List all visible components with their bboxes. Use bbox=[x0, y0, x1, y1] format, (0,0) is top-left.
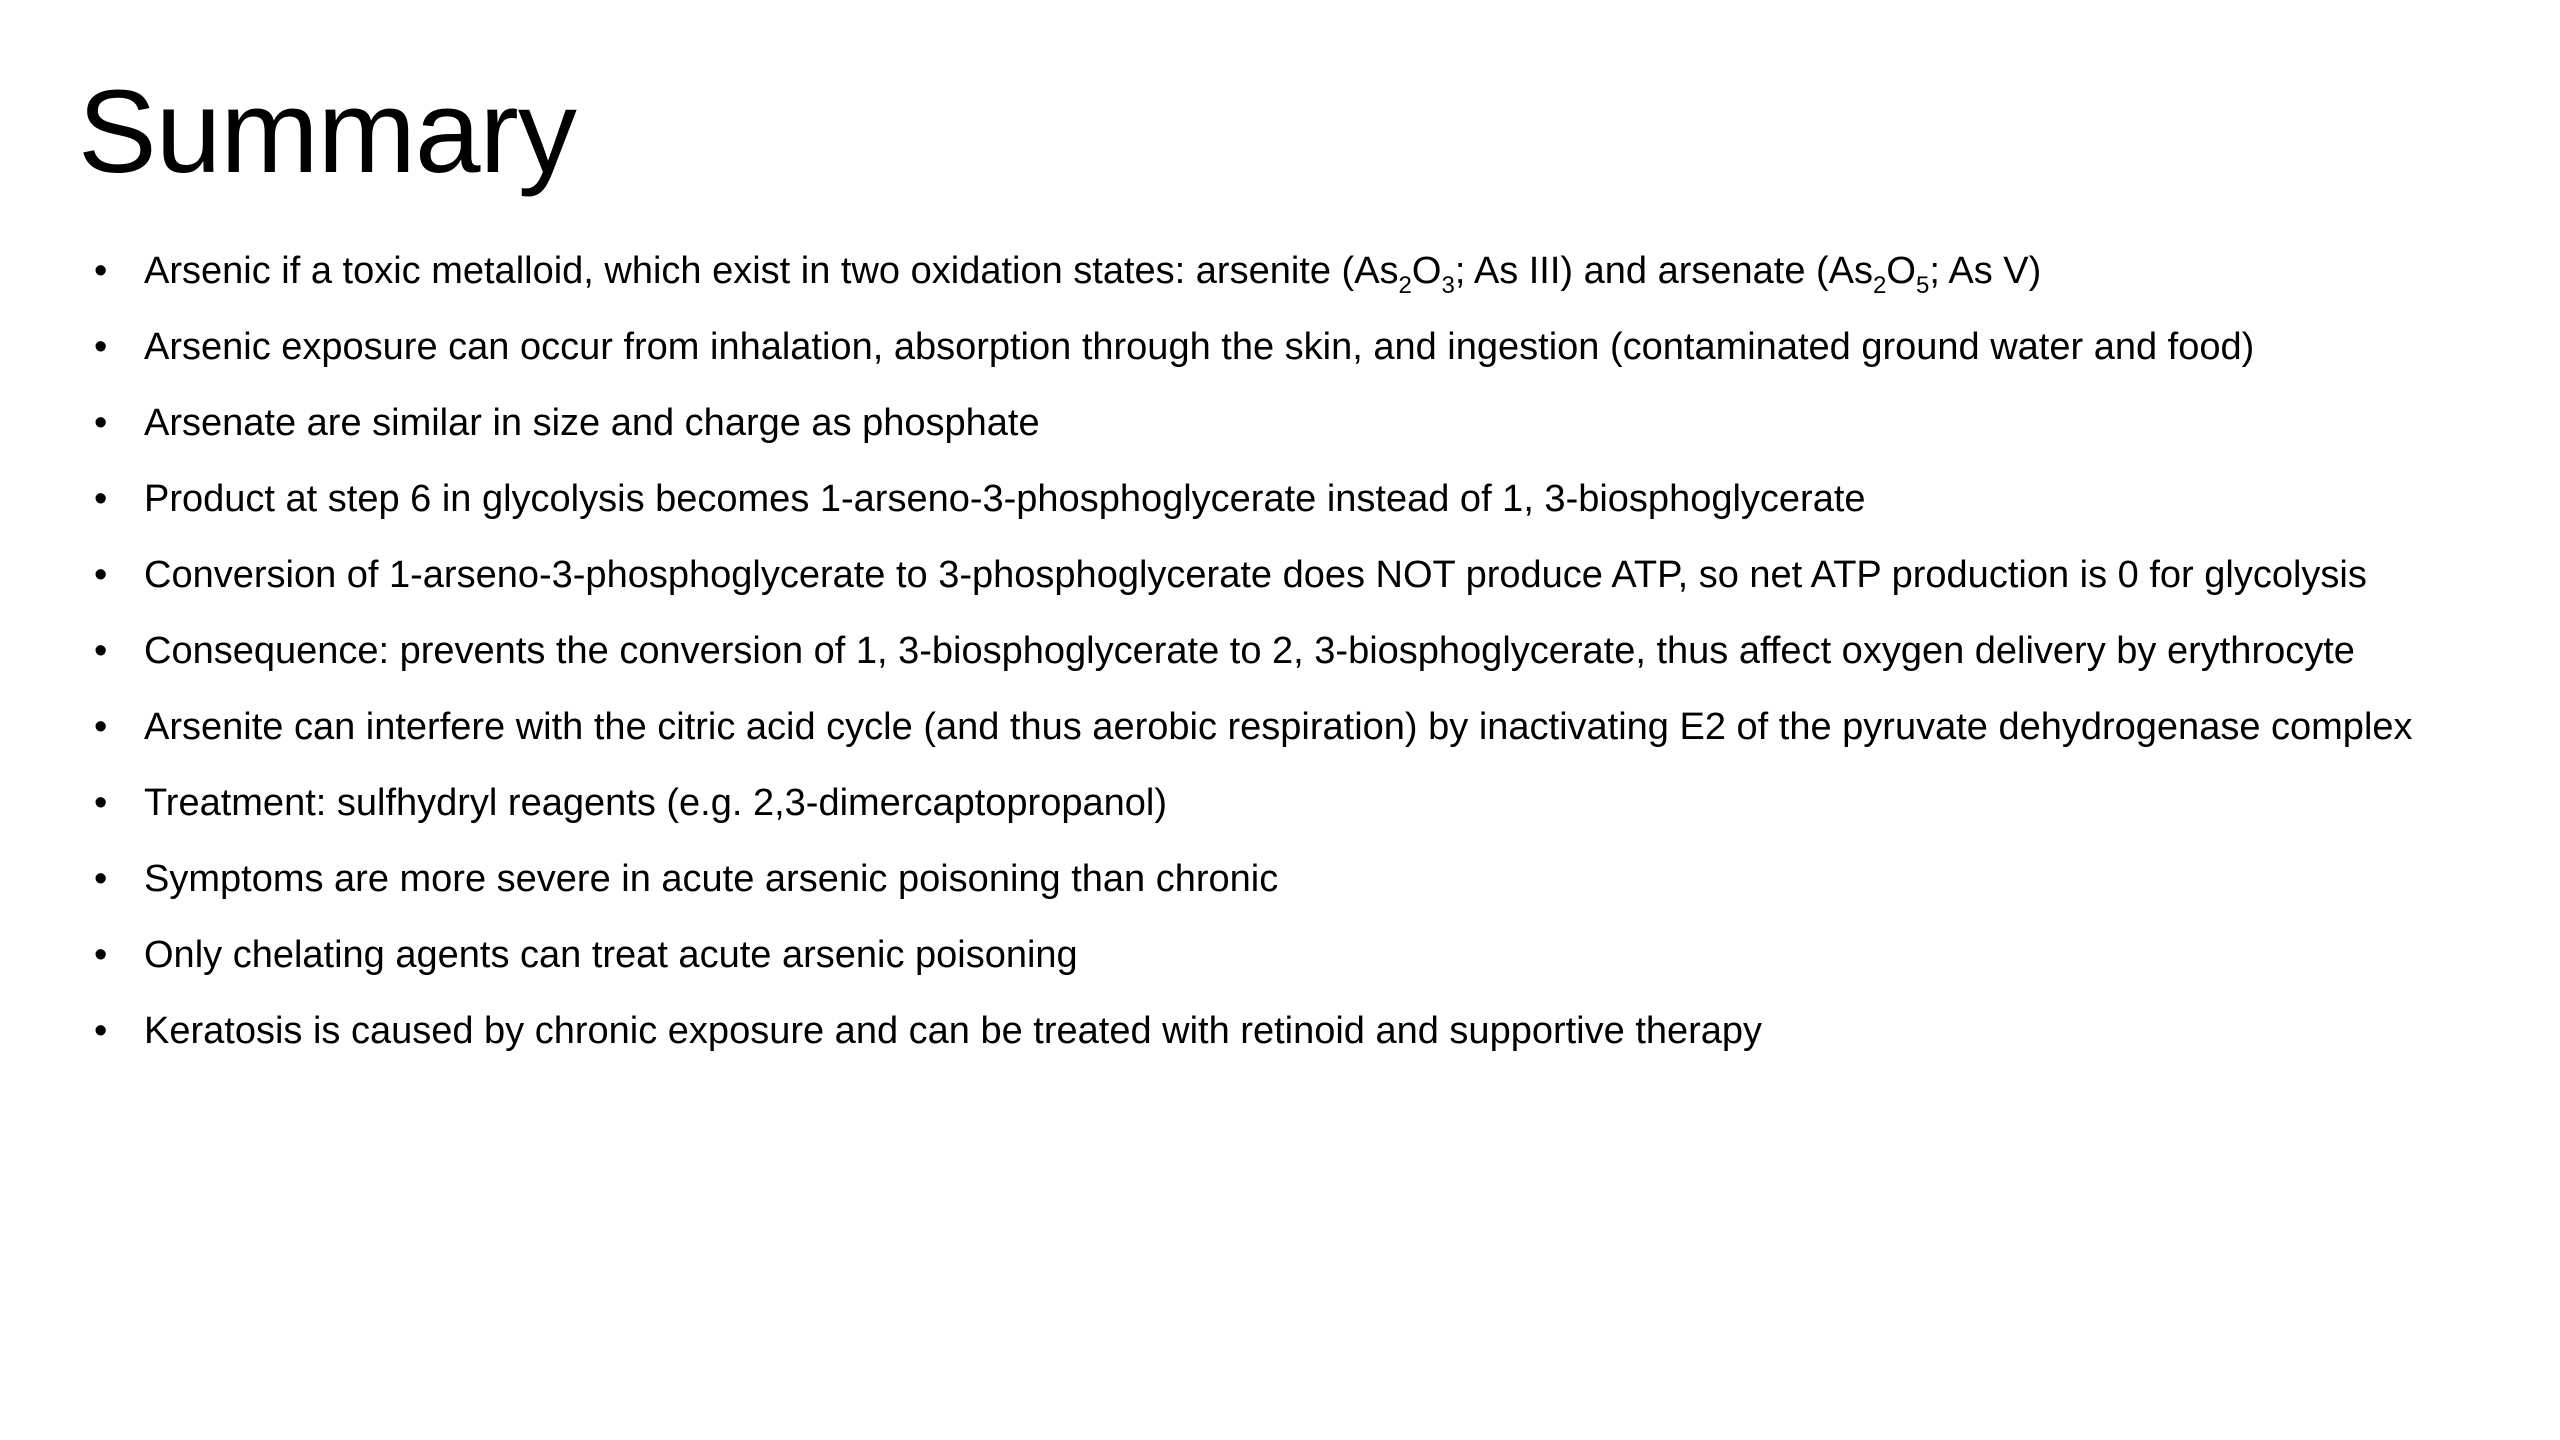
bullet-text bbox=[144, 934, 1078, 976]
bullet-text bbox=[144, 782, 1167, 824]
text-run: Only chelating agents can treat acute arsenic poisoning bbox=[144, 934, 1078, 976]
bullet-dot-icon: • bbox=[94, 858, 108, 900]
bullet-dot-icon: • bbox=[94, 706, 108, 748]
text-run: Keratosis is caused by chronic exposure and can be treated with retinoid and supportive therapy bbox=[144, 1010, 1763, 1052]
bullet-item bbox=[90, 246, 2510, 299]
text-run: O bbox=[1886, 250, 1916, 292]
text-run: Product at step 6 in glycolysis becomes 1-arseno-3-phosphoglycerate instead of 1, 3-biosphoglycerate bbox=[144, 478, 1866, 520]
text-run: Arsenate are similar in size and charge as phosphate bbox=[144, 402, 1040, 444]
bullet-item bbox=[90, 778, 2510, 828]
bullet-dot-icon: • bbox=[94, 1010, 108, 1052]
bullet-item bbox=[90, 550, 2510, 600]
text-run: O bbox=[1411, 250, 1442, 292]
subscript: 3 bbox=[1441, 272, 1455, 299]
bullet-dot-icon: • bbox=[94, 250, 108, 292]
bullet-text bbox=[144, 554, 2367, 596]
bullet-dot-icon: • bbox=[94, 402, 108, 444]
text-run: Consequence: prevents the conversion of 1, 3-biosphoglycerate to 2, 3-biosphoglycerate, thus affect oxygen delivery by erythrocyte bbox=[144, 630, 2355, 672]
bullet-item bbox=[90, 854, 2510, 904]
bullet-text bbox=[144, 478, 1866, 520]
bullet-text bbox=[144, 858, 1278, 900]
text-run: Treatment: sulfhydryl reagents (e.g. 2,3-dimercaptopropanol) bbox=[144, 782, 1167, 824]
bullet-text bbox=[144, 706, 2413, 748]
text-run: ; As III) and arsenate (As bbox=[1454, 250, 1874, 292]
bullet-item bbox=[90, 398, 2510, 448]
bullet-text bbox=[144, 630, 2355, 672]
bullet-text bbox=[144, 402, 1040, 444]
bullet-dot-icon: • bbox=[94, 554, 108, 596]
text-run: Conversion of 1-arseno-3-phosphoglycerate to 3-phosphoglycerate does NOT produce ATP, so net ATP production is 0 for glycolysis bbox=[144, 554, 2367, 596]
bullet-dot-icon: • bbox=[94, 782, 108, 824]
text-run: ; As V) bbox=[1929, 250, 2042, 292]
bullet-item bbox=[90, 474, 2510, 524]
bullet-text bbox=[144, 250, 2042, 299]
bullet-item bbox=[90, 702, 2510, 752]
bullet-item bbox=[90, 322, 2510, 372]
text-run: Arsenite can interfere with the citric acid cycle (and thus aerobic respiration) by inactivating E2 of the pyruvate dehydrogenase complex bbox=[144, 706, 2413, 748]
subscript: 2 bbox=[1398, 272, 1412, 299]
bullet-dot-icon: • bbox=[94, 630, 108, 672]
slide-title: Summary bbox=[78, 66, 576, 198]
text-run: Symptoms are more severe in acute arsenic poisoning than chronic bbox=[144, 858, 1279, 900]
text-run: Arsenic if a toxic metalloid, which exist in two oxidation states: arsenite (As bbox=[144, 250, 1399, 292]
bullet-dot-icon: • bbox=[94, 478, 108, 520]
subscript: 2 bbox=[1873, 272, 1887, 299]
text-run: Arsenic exposure can occur from inhalation, absorption through the skin, and ingestion (contaminated ground water and food) bbox=[144, 326, 2255, 368]
bullet-text bbox=[144, 326, 2254, 368]
bullet-item bbox=[90, 930, 2510, 980]
bullet-item bbox=[90, 626, 2510, 676]
bullet-dot-icon: • bbox=[94, 326, 108, 368]
bullet-list bbox=[90, 246, 2510, 1082]
subscript: 5 bbox=[1915, 272, 1930, 299]
bullet-item bbox=[90, 1006, 2510, 1056]
bullet-dot-icon: • bbox=[94, 934, 108, 976]
bullet-text bbox=[144, 1010, 1762, 1052]
